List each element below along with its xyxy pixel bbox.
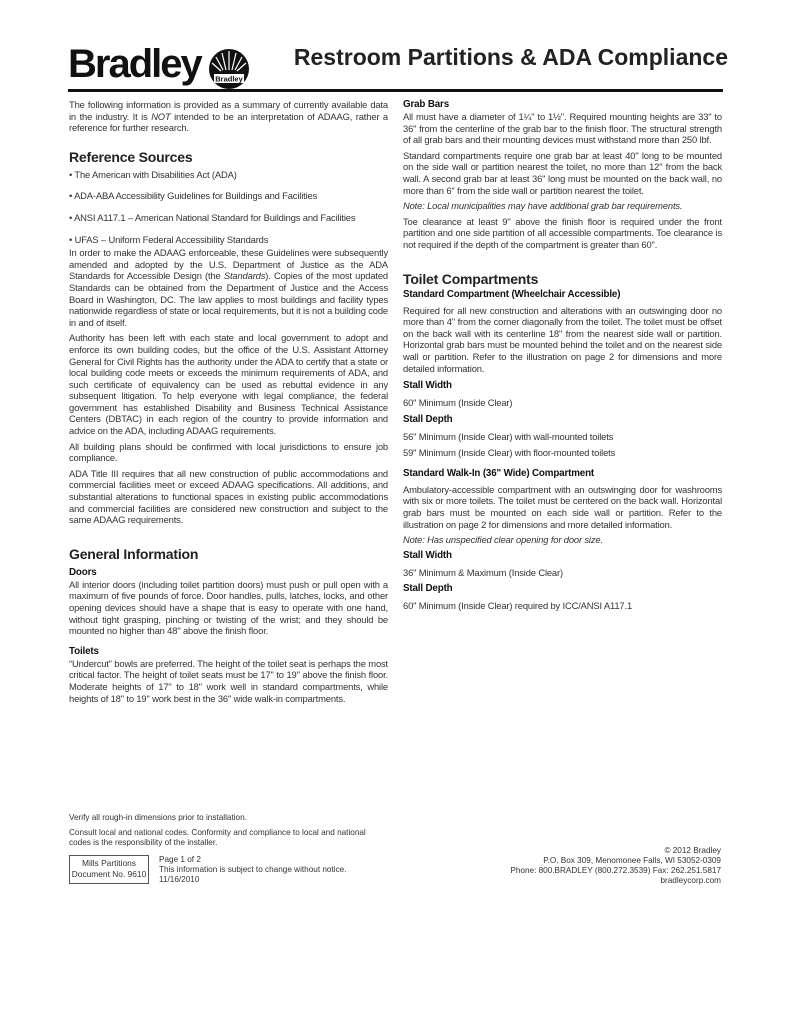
bradley-logo	[68, 40, 258, 90]
building-plans-paragraph: All building plans should be confirmed with local jurisdictions to ensure job compliance.	[69, 440, 388, 464]
page-title: Restroom Partitions & ADA Compliance	[293, 44, 728, 70]
grab-bars-paragraph-2: Standard compartments require one grab bar at least 40" long to be mounted on the side wall or partition nearest the toilet, no more than 12" from the back wall. A second grab bar at least 36" long must be mounted on the back wall, no more than 6" from the side wall or partition nearest the toilet.	[403, 149, 722, 196]
header-rule	[68, 89, 723, 92]
toilet-compartments-heading: Toilet Compartments	[403, 270, 539, 287]
toilets-paragraph: “Undercut” bowls are preferred. The height of the toilet seat is perhaps the most critical factor. The height of toilet seats must be 17" to 19" above the finish floor. Moderate heights of 17" to 18" work well in standard compartments, while heights of 18" to 19" work best in the 36" wide walk-in compartments.	[69, 657, 388, 704]
title-iii-paragraph: ADA Title III requires that all new construction of public accommodations and commercial facilities meet or exceed ADAAG specifications. All additions, and substantial alterations to functional spaces in existing public accommodations and commercial facilities are considered new construction and subject to the same ADAAG requirements.	[69, 467, 388, 526]
list-item: • The American with Disabilities Act (ADA)	[69, 168, 237, 180]
left-column	[69, 99, 388, 708]
copyright: © 2012 Bradley	[664, 846, 721, 855]
website-link[interactable]: bradleycorp.com	[660, 876, 721, 885]
page-number: Page 1 of 2	[159, 855, 201, 864]
intro-paragraph: The following information is provided as a summary of currently available data in the industry. It is NOT intended to be an interpretation of ADAAG, rather a reference for further research.	[69, 99, 388, 134]
stall-width-label: Stall Width	[403, 380, 452, 392]
toilets-heading: Toilets	[69, 645, 99, 657]
logo-wordmark: Bradley	[68, 42, 201, 86]
stall-width-value: 60" Minimum (Inside Clear)	[403, 397, 513, 409]
phone-fax: Phone: 800.BRADLEY (800.272.3539) Fax: 262.251.5817	[510, 866, 721, 875]
stall-depth-value: 59" Minimum (Inside Clear) with floor-mounted toilets	[403, 447, 616, 459]
general-information-heading: General Information	[69, 545, 199, 562]
document-number: Document No. 9610	[71, 869, 147, 879]
doors-paragraph: All interior doors (including toilet partition doors) must push or pull open with a maximum of five pounds of force. Door handles, pulls, latches, locks, and other opening devices should have a shape that is easy to operate with one hand, without tight grasping, pinching or twisting of the wrist; and they should be mounted no higher than 48" above the finish floor.	[69, 578, 388, 637]
address: P.O. Box 309, Menomonee Falls, WI 53052-0309	[543, 856, 721, 865]
svg-text:Bradley: Bradley	[215, 74, 243, 84]
page-info	[159, 855, 399, 885]
toe-clearance-paragraph: Toe clearance at least 9" above the finish floor is required under the front partition and one side partition of all accessible compartments. Toe clearance is not required if the depth of the compartment is greater than 60".	[403, 215, 722, 250]
document-category: Mills Partitions	[82, 858, 136, 868]
walk-in-compartment-heading: Standard Walk-In (36" Wide) Compartment	[403, 467, 595, 479]
list-item: • ADA-ABA Accessibility Guidelines for Buildings and Facilities	[69, 190, 318, 202]
list-item: • UFAS – Uniform Federal Accessibility Standards	[69, 233, 269, 245]
list-item: • ANSI A117.1 – American National Standard for Buildings and Facilities	[69, 211, 356, 223]
consult-note: Consult local and national codes. Conformity and compliance to local and national codes is the responsibility of the installer.	[69, 828, 366, 847]
stall-depth-label: Stall Depth	[403, 583, 453, 595]
grab-bars-note: Note: Local municipalities may have additional grab bar requirements.	[403, 200, 683, 212]
authority-paragraph: Authority has been left with each state and local government to adopt and enforce its own building codes, but the office of the U.S. Assistant Attorney General for Civil Rights has the authority under the ADA to certify that a state or local building code meets or exceeds the minimum requirements of ADA, and such certificate of equivalency can be used as rebuttal evidence in any subsequent litigation. To help everyone with legal compliance, the federal government has established Disability and Business Technical Assistance Centers (DBTAC) in each region of the country to provide information and advice on the ADA, including ADAAG requirements.	[69, 332, 388, 437]
standard-compartment-paragraph: Required for all new construction and alterations with an outswinging door no more than 4" from the corner diagonally from the toilet. The toilet must be offset on the back wall with its centerline 18" from the nearest side wall or partition. Horizontal grab bars must be mounted behind the toilet and on the nearest side wall or partition. Refer to the illustration on page 2 for dimensions and more detailed information.	[403, 304, 722, 374]
document-date: 11/16/2010	[159, 875, 200, 884]
stall-depth-value: 60" Minimum (Inside Clear) required by ICC/ANSI A117.1	[403, 600, 633, 612]
change-notice: This information is subject to change without notice.	[159, 865, 347, 874]
adaag-paragraph: In order to make the ADAAG enforceable, these Guidelines were subsequently amended and adopted by the U.S. Department of Justice as the ADA Standards for Accessible Design (the Standards). Copies of the most updated Standards can be obtained from the Department of Justice and the Access Board in Washington, DC. The law applies to most buildings and facility types nationwide regardless of state or local requirements, but it is not a building code in and of itself.	[69, 247, 388, 328]
grab-bars-paragraph-1: All must have a diameter of 1¼" to 1½". Required mounting heights are 33" to 36" from the centerline of the grab bar to the finish floor. The structural strength of all grab bars and their mounting devices must withstand more than 250 lbf.	[403, 111, 722, 146]
reference-list	[69, 169, 388, 245]
stall-width-label: Stall Width	[403, 549, 452, 561]
grab-bars-heading: Grab Bars	[403, 99, 450, 110]
company-info	[490, 846, 721, 886]
doors-heading: Doors	[69, 566, 97, 578]
right-column	[403, 99, 722, 616]
stall-width-value: 36" Minimum & Maximum (Inside Clear)	[403, 566, 563, 578]
stall-depth-label: Stall Depth	[403, 413, 453, 425]
verify-note: Verify all rough-in dimensions prior to installation.	[69, 813, 247, 822]
document-number-box	[69, 855, 149, 884]
bradley-seal-icon	[208, 48, 250, 90]
walk-in-compartment-paragraph: Ambulatory-accessible compartment with an outswinging door for washrooms with six or more toilets. The toilet must be centered on the back wall. Horizontal grab bars must be mounted on each side wall or partition. Refer to the illustration on page 2 for dimensions and more detailed information.	[403, 483, 722, 530]
walk-in-note: Note: Has unspecified clear opening for door size.	[403, 534, 603, 546]
stall-depth-value: 56" Minimum (Inside Clear) with wall-mounted toilets	[403, 430, 614, 442]
reference-sources-heading: Reference Sources	[69, 148, 193, 165]
standard-compartment-heading: Standard Compartment (Wheelchair Accessible)	[403, 288, 621, 300]
